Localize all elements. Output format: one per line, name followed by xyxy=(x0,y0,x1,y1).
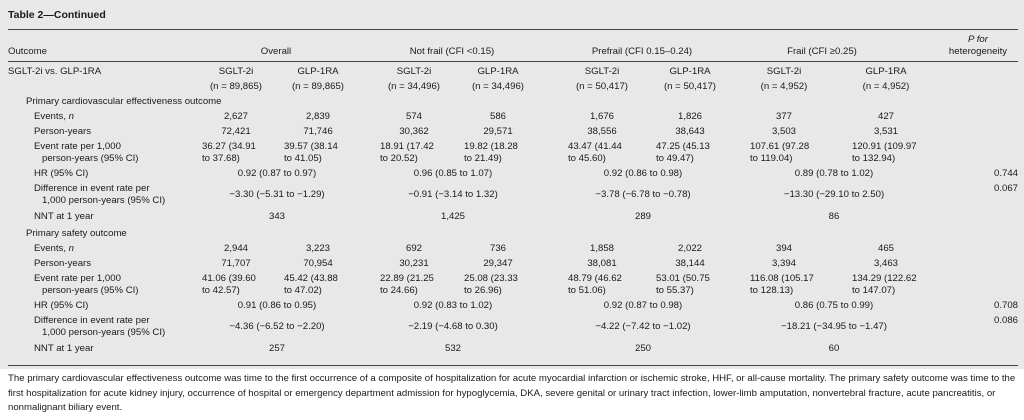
cv-events-cell: 1,676 xyxy=(589,111,614,122)
cv-hr-cell: 0.96 (0.85 to 1.07) xyxy=(413,168,493,179)
safety-events-cell: 394 xyxy=(775,243,792,254)
safety-nnt-cell: 532 xyxy=(444,343,461,354)
cv-nnt-cell: 289 xyxy=(634,211,651,222)
safety-events-label: Events, n xyxy=(34,243,75,254)
header-overall: Overall xyxy=(260,46,292,57)
header-heterogeneity: heterogeneity xyxy=(948,46,1008,57)
cv-person-years-cell: 29,571 xyxy=(483,126,513,137)
col-sglt-prefrail: SGLT-2i xyxy=(584,66,620,77)
cv-rate-cell-2: to 132.94) xyxy=(852,153,896,164)
n-overall-sglt: (n = 89,865) xyxy=(209,81,262,92)
safety-events-cell: 2,944 xyxy=(223,243,248,254)
cv-rate-label-2: person-years (95% CI) xyxy=(42,153,139,164)
cv-rate-cell: 19.82 (18.28 xyxy=(464,141,518,152)
safety-diff-p-value: 0.086 xyxy=(993,315,1018,326)
cv-events-cell: 574 xyxy=(405,111,422,122)
col-glp-frail: GLP-1RA xyxy=(865,66,907,77)
safety-diff-cell: −2.19 (−4.68 to 0.30) xyxy=(408,321,498,332)
header-outcome: Outcome xyxy=(8,46,47,57)
col-sglt-frail: SGLT-2i xyxy=(766,66,802,77)
cv-hr-label: HR (95% CI) xyxy=(34,168,89,179)
table-footnote: The primary cardiovascular effectiveness outcome was time to the first occurrence of a composite of hospitalization for acute myocardial infarction or ischemic stroke, HHF, or all-cause mortality. The primary safety outcome was time to the first hospitalization for acute kidney injury, occurrence of hospital or emergency department admission for hypoglycemia, DKA, severe genital or urinary tract infection, lower-limb amputation, nonvertebral fracture, acute pancreatitis, or nonmalignant biliary event. xyxy=(8,373,1016,413)
safety-rate-cell-2: to 147.07) xyxy=(852,285,896,296)
safety-person-years-cell: 3,463 xyxy=(873,258,898,269)
safety-rate-cell-2: to 42.57) xyxy=(202,285,240,296)
header-p-for: P for xyxy=(968,34,988,45)
safety-person-years-cell: 38,144 xyxy=(675,258,705,269)
safety-rate-cell: 116.08 (105.17 xyxy=(750,273,814,284)
bottom-rule xyxy=(8,365,1018,366)
safety-person-years-cell: 29,347 xyxy=(483,258,513,269)
cv-section-title: Primary cardiovascular effectiveness outcome xyxy=(26,96,222,107)
cv-rate-cell: 107.61 (97.28 xyxy=(750,141,810,152)
n-prefrail-sglt: (n = 50,417) xyxy=(575,81,628,92)
col-glp-prefrail: GLP-1RA xyxy=(669,66,711,77)
safety-events-cell: 3,223 xyxy=(305,243,330,254)
cv-person-years-cell: 38,643 xyxy=(675,126,705,137)
cv-person-years-cell: 30,362 xyxy=(399,126,429,137)
cv-person-years-cell: 3,531 xyxy=(873,126,898,137)
cv-events-cell: 2,627 xyxy=(223,111,248,122)
safety-section-title: Primary safety outcome xyxy=(26,228,127,239)
cv-diff-label: Difference in event rate per xyxy=(34,183,150,194)
safety-rate-cell-2: to 47.02) xyxy=(284,285,322,296)
cv-rate-cell-2: to 20.52) xyxy=(380,153,418,164)
cv-rate-cell-2: to 49.47) xyxy=(656,153,694,164)
cv-rate-cell: 47.25 (45.13 xyxy=(656,141,710,152)
safety-nnt-label: NNT at 1 year xyxy=(34,343,94,354)
safety-person-years-cell: 3,394 xyxy=(771,258,796,269)
cv-diff-cell: −13.30 (−29.10 to 2.50) xyxy=(783,189,885,200)
safety-hr-label: HR (95% CI) xyxy=(34,300,89,311)
cv-nnt-cell: 343 xyxy=(268,211,285,222)
safety-events-cell: 465 xyxy=(877,243,894,254)
col-sglt-notfrail: SGLT-2i xyxy=(396,66,432,77)
safety-person-years-cell: 38,081 xyxy=(587,258,617,269)
col-sglt-overall: SGLT-2i xyxy=(218,66,254,77)
cv-events-cell: 1,826 xyxy=(677,111,702,122)
cv-events-cell: 377 xyxy=(775,111,792,122)
safety-diff-cell: −18.21 (−34.95 to −1.47) xyxy=(781,321,887,332)
safety-rate-cell-2: to 55.37) xyxy=(656,285,694,296)
safety-nnt-cell: 250 xyxy=(634,343,651,354)
cv-events-cell: 427 xyxy=(877,111,894,122)
safety-rate-cell: 25.08 (23.33 xyxy=(464,273,518,284)
safety-hr-cell: 0.91 (0.86 to 0.95) xyxy=(237,300,317,311)
cv-rate-cell: 18.91 (17.42 xyxy=(380,141,434,152)
n-notfrail-glp: (n = 34,496) xyxy=(471,81,524,92)
cv-diff-cell: −0.91 (−3.14 to 1.32) xyxy=(408,189,498,200)
comparison-label: SGLT-2i vs. GLP-1RA xyxy=(8,66,102,77)
safety-events-cell: 736 xyxy=(489,243,506,254)
safety-person-years-cell: 71,707 xyxy=(221,258,251,269)
cv-diff-cell: −3.30 (−5.31 to −1.29) xyxy=(229,189,325,200)
cv-diff-p-value: 0.067 xyxy=(993,183,1018,194)
safety-rate-label-2: person-years (95% CI) xyxy=(42,285,139,296)
safety-nnt-cell: 257 xyxy=(268,343,285,354)
header-frail: Frail (CFI ≥0.25) xyxy=(787,46,857,57)
cv-person-years-cell: 71,746 xyxy=(303,126,333,137)
safety-hr-cell: 0.86 (0.75 to 0.99) xyxy=(794,300,874,311)
cv-nnt-label: NNT at 1 year xyxy=(34,211,94,222)
cv-rate-cell-2: to 45.60) xyxy=(568,153,606,164)
safety-rate-cell: 45.42 (43.88 xyxy=(284,273,338,284)
safety-rate-cell-2: to 51.06) xyxy=(568,285,606,296)
col-glp-overall: GLP-1RA xyxy=(297,66,339,77)
cv-hr-p-value: 0.744 xyxy=(993,168,1018,179)
cv-rate-cell: 36.27 (34.91 xyxy=(202,141,256,152)
safety-person-years-label: Person-years xyxy=(34,258,92,269)
safety-diff-cell: −4.22 (−7.42 to −1.02) xyxy=(595,321,691,332)
safety-diff-label-2: 1,000 person-years (95% CI) xyxy=(42,327,166,338)
cv-diff-label-2: 1,000 person-years (95% CI) xyxy=(42,195,166,206)
cv-hr-cell: 0.89 (0.78 to 1.02) xyxy=(794,168,874,179)
cv-rate-cell: 43.47 (41.44 xyxy=(568,141,622,152)
cv-person-years-cell: 3,503 xyxy=(771,126,796,137)
cv-hr-cell: 0.92 (0.86 to 0.98) xyxy=(603,168,683,179)
n-prefrail-glp: (n = 50,417) xyxy=(663,81,716,92)
cv-rate-label: Event rate per 1,000 xyxy=(34,141,121,152)
table-title: Table 2—Continued xyxy=(8,9,106,21)
safety-rate-label: Event rate per 1,000 xyxy=(34,273,121,284)
cv-rate-cell-2: to 37.68) xyxy=(202,153,240,164)
safety-nnt-cell: 60 xyxy=(828,343,840,354)
cv-person-years-cell: 38,556 xyxy=(587,126,617,137)
safety-person-years-cell: 70,954 xyxy=(303,258,333,269)
safety-events-cell: 692 xyxy=(405,243,422,254)
n-overall-glp: (n = 89,865) xyxy=(291,81,344,92)
header-prefrail: Prefrail (CFI 0.15–0.24) xyxy=(591,46,693,57)
safety-person-years-cell: 30,231 xyxy=(399,258,429,269)
cv-person-years-cell: 72,421 xyxy=(221,126,251,137)
safety-hr-cell: 0.92 (0.87 to 0.98) xyxy=(603,300,683,311)
safety-diff-label: Difference in event rate per xyxy=(34,315,150,326)
cv-hr-cell: 0.92 (0.87 to 0.97) xyxy=(237,168,317,179)
safety-rate-cell: 53.01 (50.75 xyxy=(656,273,710,284)
cv-diff-cell: −3.78 (−6.78 to −0.78) xyxy=(595,189,691,200)
cv-person-years-label: Person-years xyxy=(34,126,92,137)
cv-events-cell: 2,839 xyxy=(305,111,330,122)
col-glp-notfrail: GLP-1RA xyxy=(477,66,519,77)
header-rule xyxy=(8,61,1018,62)
n-notfrail-sglt: (n = 34,496) xyxy=(387,81,440,92)
safety-diff-cell: −4.36 (−6.52 to −2.20) xyxy=(229,321,325,332)
cv-events-label: Events, n xyxy=(34,111,75,122)
cv-rate-cell-2: to 41.05) xyxy=(284,153,322,164)
n-frail-sglt: (n = 4,952) xyxy=(760,81,808,92)
cv-rate-cell: 39.57 (38.14 xyxy=(284,141,338,152)
safety-events-cell: 2,022 xyxy=(677,243,702,254)
safety-events-cell: 1,858 xyxy=(589,243,614,254)
top-rule xyxy=(8,29,1018,30)
cv-rate-cell-2: to 119.04) xyxy=(750,153,793,164)
safety-hr-cell: 0.92 (0.83 to 1.02) xyxy=(413,300,493,311)
cv-rate-cell-2: to 21.49) xyxy=(464,153,502,164)
cv-nnt-cell: 1,425 xyxy=(440,211,465,222)
cv-rate-cell: 120.91 (109.97 xyxy=(852,141,917,152)
header-not-frail: Not frail (CFI <0.15) xyxy=(409,46,495,57)
safety-rate-cell-2: to 24.66) xyxy=(380,285,418,296)
cv-events-cell: 586 xyxy=(489,111,506,122)
safety-rate-cell-2: to 128.13) xyxy=(750,285,794,296)
n-frail-glp: (n = 4,952) xyxy=(862,81,910,92)
safety-rate-cell: 48.79 (46.62 xyxy=(568,273,622,284)
safety-rate-cell: 134.29 (122.62 xyxy=(852,273,917,284)
safety-hr-p-value: 0.708 xyxy=(993,300,1018,311)
cv-nnt-cell: 86 xyxy=(828,211,840,222)
safety-rate-cell: 22.89 (21.25 xyxy=(380,273,434,284)
safety-rate-cell-2: to 26.96) xyxy=(464,285,502,296)
safety-rate-cell: 41.06 (39.60 xyxy=(202,273,256,284)
